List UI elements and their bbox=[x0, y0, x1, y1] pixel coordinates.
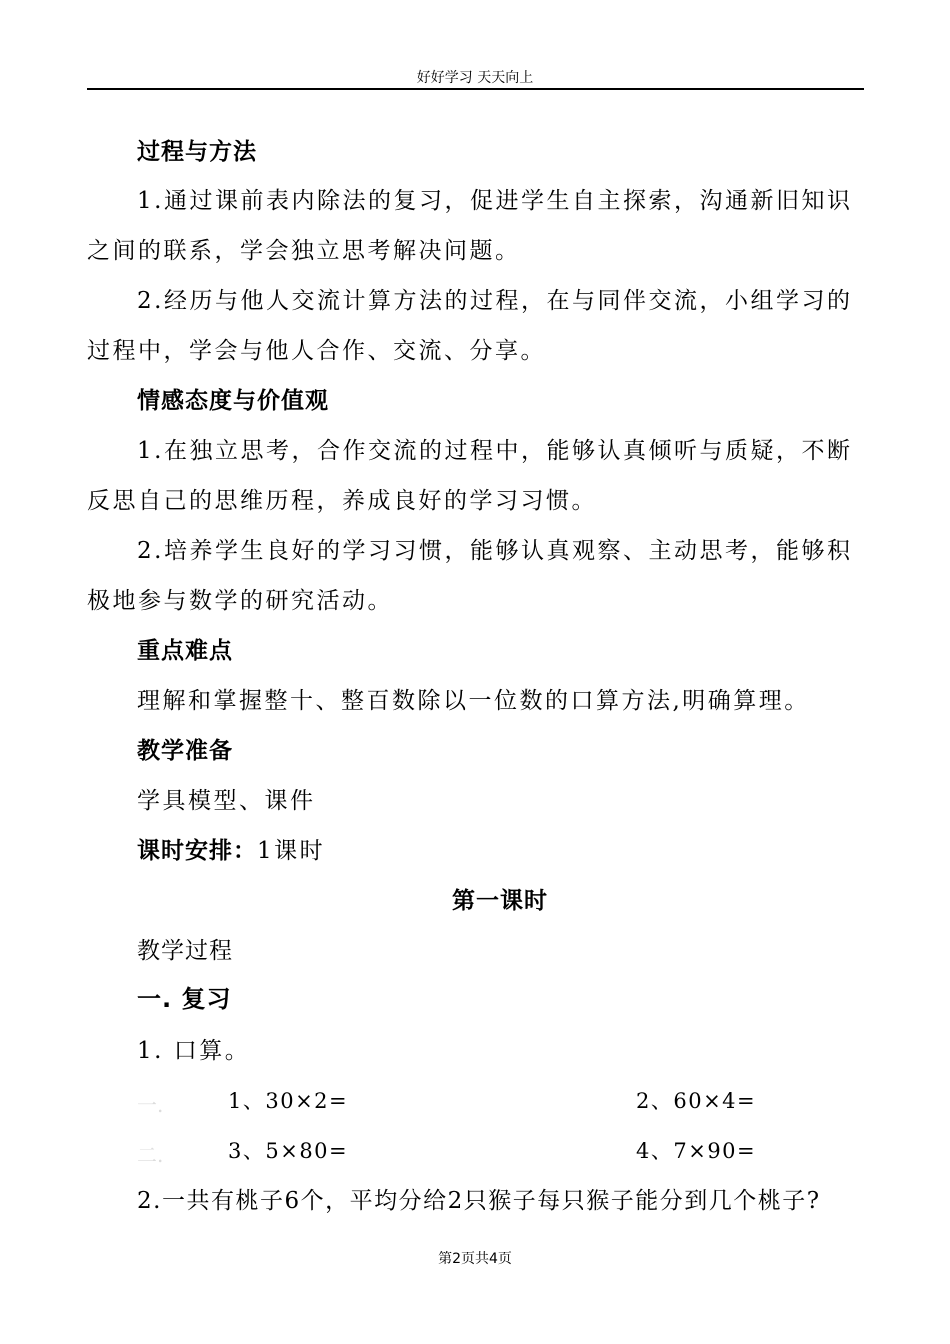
section-heading-emotion: 情感态度与价值观 bbox=[137, 388, 329, 414]
section-heading-process: 过程与方法 bbox=[137, 139, 257, 165]
header-divider bbox=[87, 88, 864, 90]
row-marker: 一. bbox=[137, 1093, 164, 1117]
calc-item-4: 4、7×90= bbox=[636, 1139, 757, 1163]
paragraph-line: 2.经历与他人交流计算方法的过程，在与同伴交流，小组学习的 bbox=[137, 288, 853, 314]
calc-item-2: 2、60×4= bbox=[636, 1089, 757, 1113]
paragraph-line: 过程中，学会与他人合作、交流、分享。 bbox=[87, 338, 546, 364]
paragraph-line: 反思自己的思维历程，养成良好的学习习惯。 bbox=[87, 488, 597, 514]
calc-item-3: 3、5×80= bbox=[228, 1139, 349, 1163]
paragraph-line: 极地参与数学的研究活动。 bbox=[87, 588, 393, 614]
paragraph-line: 之间的联系，学会独立思考解决问题。 bbox=[87, 238, 521, 264]
paragraph-line: 1.通过课前表内除法的复习，促进学生自主探索，沟通新旧知识 bbox=[137, 188, 853, 214]
section-heading-preparation: 教学准备 bbox=[137, 738, 233, 764]
section-heading-key-points: 重点难点 bbox=[137, 638, 233, 664]
question-2: 2.一共有桃子6个，平均分给2只猴子每只猴子能分到几个桃子? bbox=[137, 1188, 821, 1214]
schedule-line bbox=[87, 836, 914, 866]
teaching-process-heading: 教学过程 bbox=[137, 938, 233, 964]
row-marker: 二. bbox=[137, 1143, 164, 1167]
schedule-label: 课时安排： bbox=[137, 838, 257, 864]
paragraph-line: 2.培养学生良好的学习习惯，能够认真观察、主动思考，能够积 bbox=[137, 538, 853, 564]
paragraph-line: 1.在独立思考，合作交流的过程中，能够认真倾听与质疑，不断 bbox=[137, 438, 853, 464]
calc-item-1: 1、30×2= bbox=[228, 1089, 349, 1113]
paragraph-line: 理解和掌握整十、整百数除以一位数的口算方法,明确算理。 bbox=[137, 688, 810, 714]
lesson-title: 第一课时 bbox=[452, 888, 548, 914]
paragraph-line: 学具模型、课件 bbox=[137, 788, 316, 814]
schedule-value: 1课时 bbox=[257, 838, 326, 864]
page-header: 好好学习 天天向上 bbox=[416, 70, 534, 86]
review-heading: 一. 复习 bbox=[137, 985, 232, 1013]
page-footer: 第2页共4页 bbox=[438, 1251, 512, 1267]
oral-calc-label: 1. 口算。 bbox=[137, 1038, 251, 1064]
